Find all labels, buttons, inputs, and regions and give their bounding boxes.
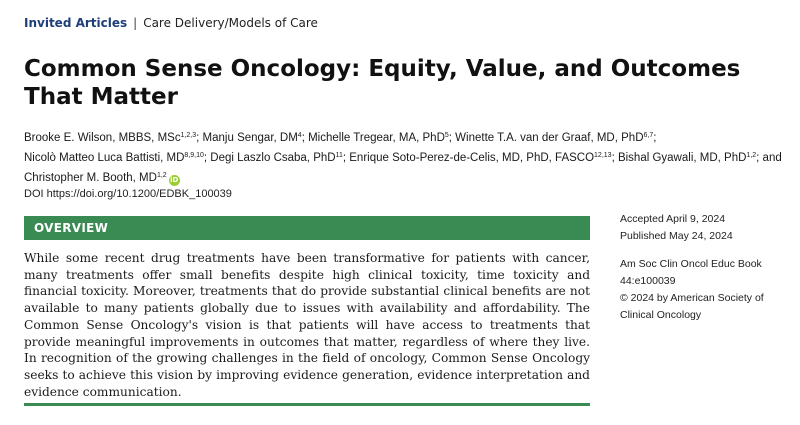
author-separator: ; <box>196 132 203 144</box>
author-name[interactable]: Bishal Gyawali, MD, PhD <box>617 152 747 164</box>
author-affiliation: 4 <box>297 132 302 139</box>
article-title: Common Sense Oncology: Equity, Value, and Outcomes That Matter <box>24 56 741 110</box>
author-list <box>24 128 794 188</box>
journal-volume: 44:e100039 <box>620 275 676 287</box>
published-date: Published May 24, 2024 <box>620 230 733 242</box>
author-separator: ; <box>653 132 657 144</box>
author-affiliation: 1,2 <box>156 172 167 179</box>
breadcrumb-separator: | <box>133 16 138 30</box>
overview-heading: OVERVIEW <box>34 221 109 235</box>
copyright-notice: © 2024 by American Society of Clinical Oncology <box>620 292 764 321</box>
author-name[interactable]: Winette T.A. van der Graaf, MD, PhD <box>455 132 644 144</box>
author-affiliation: 8,9,10 <box>184 152 204 159</box>
author-affiliation: 1,2 <box>746 152 757 159</box>
section-divider <box>24 403 590 406</box>
doi-link[interactable]: DOI https://doi.org/10.1200/EDBK_100039 <box>24 188 232 200</box>
author-separator: ; <box>301 132 309 144</box>
author-separator: ; <box>342 152 350 164</box>
author-name[interactable]: Enrique Soto-Perez-de-Celis, MD, PhD, FASCO <box>349 152 595 164</box>
author-name[interactable]: Degi Laszlo Csaba, PhD <box>210 152 336 164</box>
breadcrumb-section-link[interactable]: Invited Articles <box>24 16 128 30</box>
author-name[interactable]: Nicolò Matteo Luca Battisti, MD <box>24 152 185 164</box>
breadcrumb-subsection-link[interactable]: Care Delivery/Models of Care <box>143 16 318 30</box>
orcid-icon[interactable]: iD <box>170 176 179 184</box>
author-affiliation: 1,2,3 <box>180 132 197 139</box>
author-affiliation: 12,13 <box>594 152 612 159</box>
author-separator: ; <box>611 152 618 164</box>
author-name[interactable]: Michelle Tregear, MA, PhD <box>308 132 445 144</box>
author-separator: ; <box>448 132 456 144</box>
accepted-date: Accepted April 9, 2024 <box>620 213 726 225</box>
author-name[interactable]: Brooke E. Wilson, MBBS, MSc <box>24 132 181 144</box>
author-separator: ; and <box>756 152 782 164</box>
author-affiliation: 6,7 <box>643 132 654 139</box>
author-separator: ; <box>203 152 211 164</box>
author-affiliation: 11 <box>335 152 343 159</box>
overview-banner <box>24 216 590 240</box>
overview-text: While some recent drug treatments have been transformative for patients with cancer, many treatments offer small benefits despite high clinical toxicity, time toxicity and financial toxicity. Moreover, treatments that do provide substantial clinical benefits are not available to many patients globally due to issues with availability and affordability. The Common Sense Oncology's vision is that patients will have access to treatments that provide meaningful improvements in outcomes that matter, regardless of where they live. In recognition of the growing challenges in the field of oncology, Common Sense Oncology seeks to achieve this vision by improving evidence generation, evidence interpretation and evidence communication. <box>24 251 590 399</box>
author-name[interactable]: Manju Sengar, DM <box>202 132 298 144</box>
metadata-spacer <box>620 245 790 256</box>
author-name[interactable]: Christopher M. Booth, MD <box>24 172 157 184</box>
publication-metadata <box>620 211 790 324</box>
author-affiliation: 5 <box>444 132 449 139</box>
journal-name: Am Soc Clin Oncol Educ Book <box>620 258 762 270</box>
breadcrumb <box>24 16 318 30</box>
